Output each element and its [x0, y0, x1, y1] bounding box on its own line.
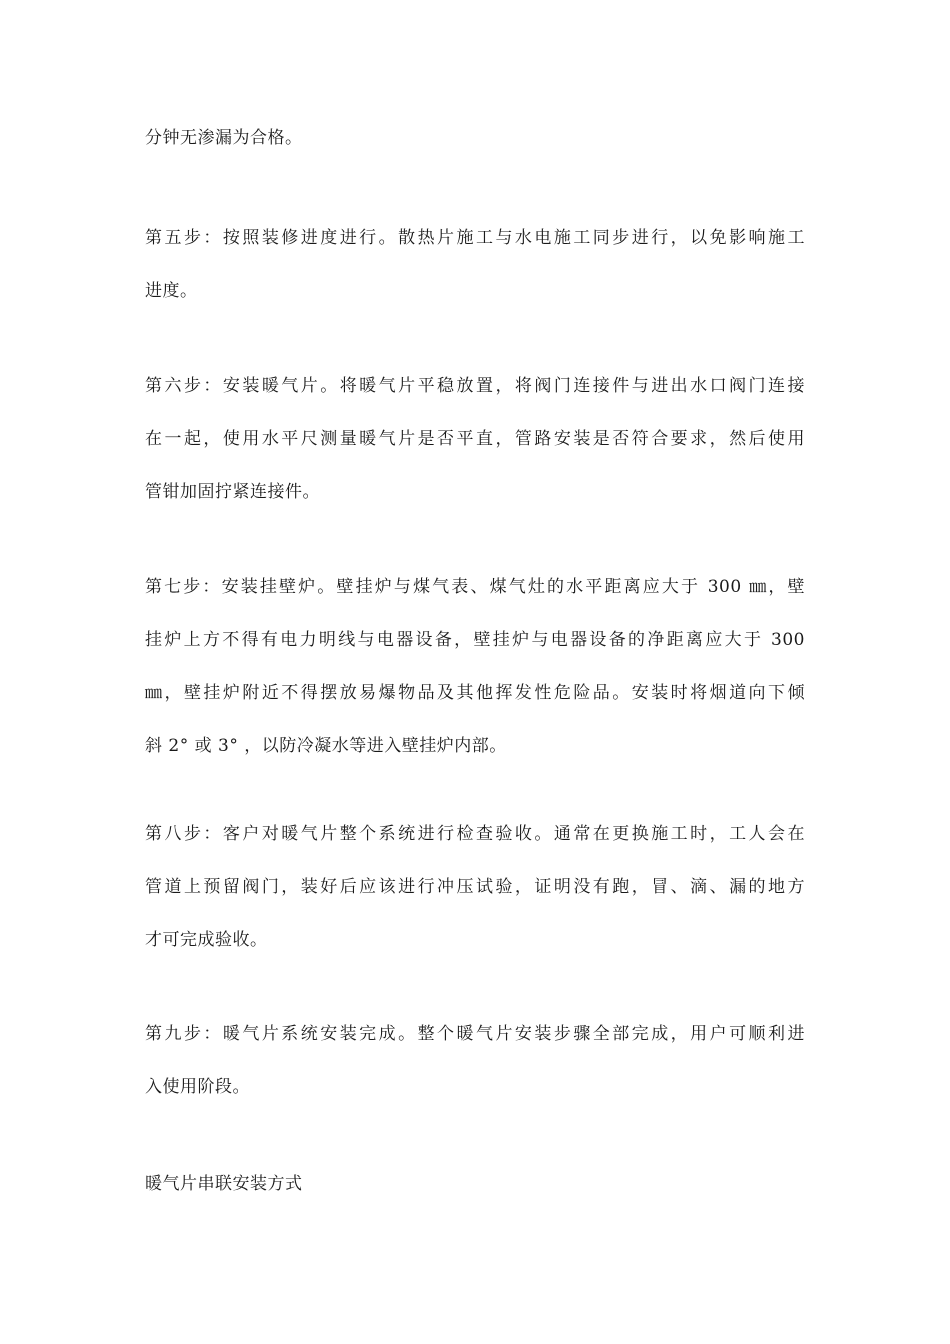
paragraph-step-seven [145, 561, 805, 773]
paragraph-step-five [145, 212, 805, 318]
text-line: 第六步：安装暖气片。将暖气片平稳放置，将阀门连接件与进出水口阀门连接 [145, 376, 805, 396]
text-line: 斜 2° 或 3° ，以防冷凝水等进入壁挂炉内部。 [145, 736, 507, 756]
text-line: 在一起，使用水平尺测量暖气片是否平直，管路安装是否符合要求，然后使用 [145, 429, 805, 449]
paragraph-pressure-test-end [145, 112, 805, 165]
text-line: 第五步：按照装修进度进行。散热片施工与水电施工同步进行，以免影响施工 [145, 228, 805, 248]
text-line: 管钳加固拧紧连接件。 [145, 482, 320, 502]
text-line: 管道上预留阀门，装好后应该进行冲压试验，证明没有跑，冒、滴、漏的地方 [145, 877, 805, 897]
text-line: 第七步：安装挂壁炉。壁挂炉与煤气表、煤气灶的水平距离应大于 300 ㎜，壁 [145, 577, 805, 597]
text-line: 第八步：客户对暖气片整个系统进行检查验收。通常在更换施工时，工人会在 [145, 824, 805, 844]
text-line: 挂炉上方不得有电力明线与电器设备，壁挂炉与电器设备的净距离应大于 300 [145, 630, 805, 650]
section-heading-series-installation [145, 1158, 805, 1211]
paragraph-step-nine [145, 1008, 805, 1114]
text-line: 暖气片串联安装方式 [145, 1174, 303, 1194]
paragraph-step-six [145, 360, 805, 519]
text-line: 第九步：暖气片系统安装完成。整个暖气片安装步骤全部完成，用户可顺利进 [145, 1024, 805, 1044]
text-line: 分钟无渗漏为合格。 [145, 128, 303, 148]
paragraph-step-eight [145, 808, 805, 967]
text-line: 才可完成验收。 [145, 930, 268, 950]
text-line: 进度。 [145, 281, 198, 301]
text-line: 入使用阶段。 [145, 1077, 250, 1097]
text-line: ㎜，壁挂炉附近不得摆放易爆物品及其他挥发性危险品。安装时将烟道向下倾 [145, 683, 805, 703]
